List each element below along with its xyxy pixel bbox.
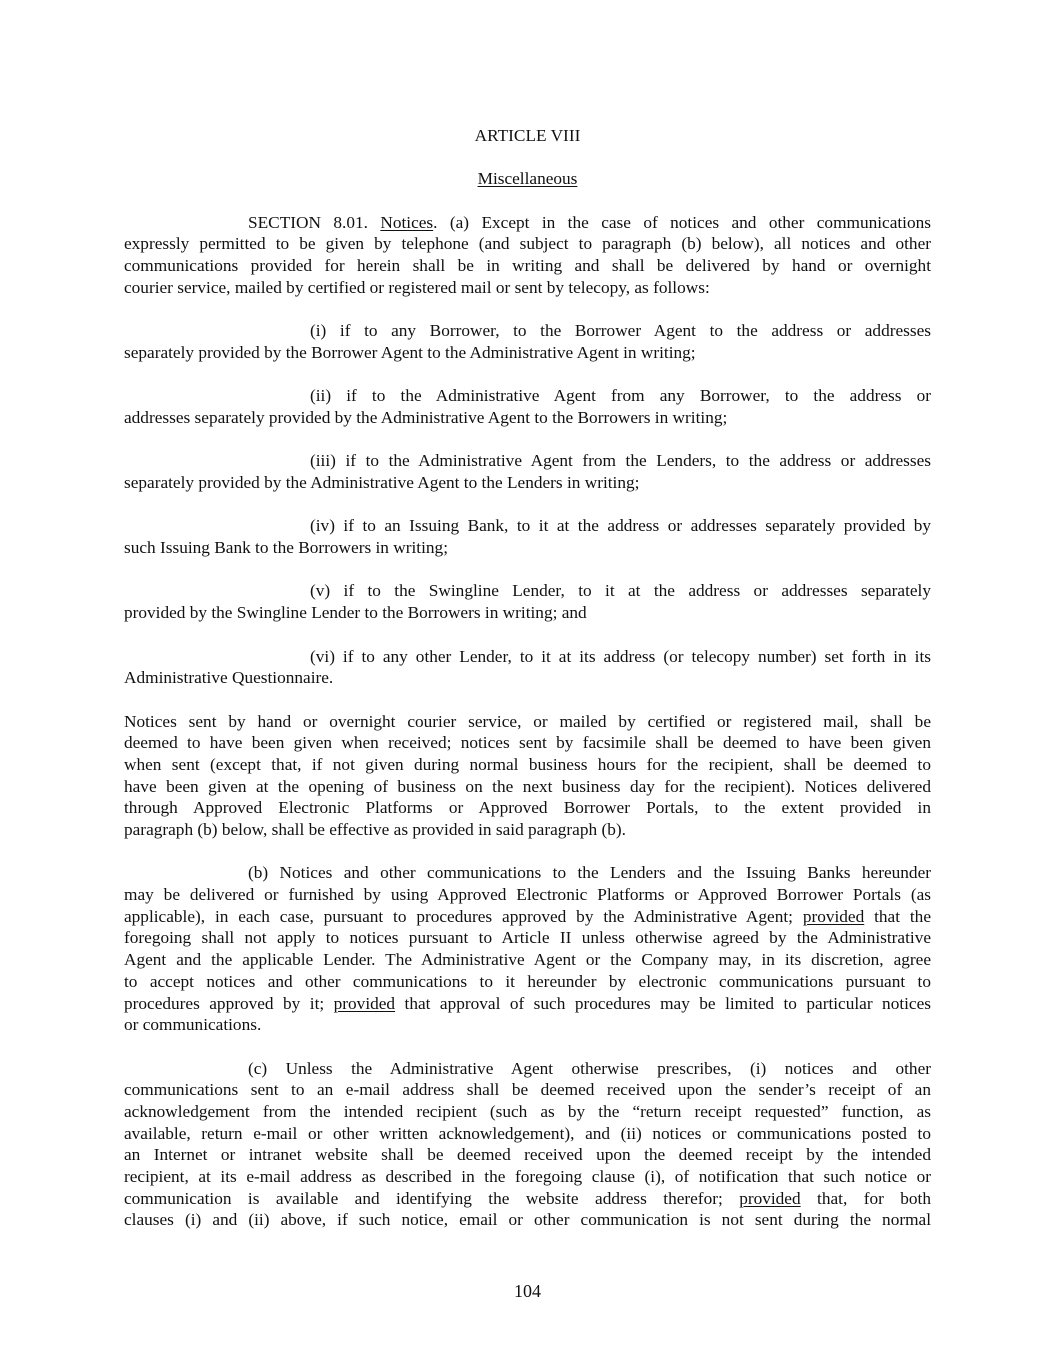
text-line: expressly permitted to be given by telephone (and subject to paragraph (b) below), all notices and other — [124, 234, 931, 254]
text-line: clauses (i) and (ii) above, if such notice, email or other communication is not sent during the normal — [124, 1210, 931, 1230]
paragraph — [124, 862, 931, 1036]
paragraph — [124, 580, 931, 623]
text-line: to accept notices and other communications to it hereunder by electronic communications pursuant to — [124, 971, 931, 991]
text-line: SECTION 8.01. Notices. (a) Except in the case of notices and other communications — [248, 212, 931, 232]
paragraph — [124, 711, 931, 841]
text-line: separately provided by the Borrower Agent to the Administrative Agent in writing; — [124, 342, 696, 362]
paragraphs — [124, 212, 931, 1231]
text-line: communications provided for herein shall be in writing and shall be delivered by hand or overnight — [124, 256, 931, 276]
text-line: when sent (except that, if not given during normal business hours for the recipient, shall be deemed to — [124, 754, 931, 774]
paragraph — [124, 1058, 931, 1232]
page-number: 104 — [514, 1281, 541, 1301]
paragraph — [124, 646, 931, 689]
paragraph — [124, 320, 931, 363]
text-line: Administrative Questionnaire. — [124, 668, 334, 688]
underlined-term: Notices — [380, 212, 434, 232]
text-line: (iii) if to the Administrative Agent from the Lenders, to the address or addresses — [310, 451, 931, 471]
text-line: communications sent to an e-mail address shall be deemed received upon the sender’s receipt of an — [124, 1080, 931, 1100]
text-line: have been given at the opening of business on the next business day for the recipient). Notices delivered — [124, 776, 931, 796]
text-line: Agent and the applicable Lender. The Administrative Agent or the Company may, in its discretion, agree — [124, 950, 931, 970]
text-line: procedures approved by it; provided that approval of such procedures may be limited to particular notices — [124, 993, 931, 1013]
paragraph — [124, 212, 931, 299]
text-line: addresses separately provided by the Administrative Agent to the Borrowers in writing; — [124, 407, 728, 427]
text-line: an Internet or intranet website shall be deemed received upon the deemed receipt by the intended — [124, 1145, 931, 1165]
text-line: communication is available and identifying the website address therefor; provided that, for both — [124, 1188, 931, 1208]
text-line: (iv) if to an Issuing Bank, to it at the address or addresses separately provided by — [310, 516, 931, 536]
text-line: foregoing shall not apply to notices pursuant to Article II unless otherwise agreed by the Administrative — [124, 928, 931, 948]
text-line: recipient, at its e-mail address as described in the foregoing clause (i), of notification that such notice or — [124, 1167, 931, 1187]
underlined-term: provided — [739, 1188, 801, 1208]
text-line: (vi) if to any other Lender, to it at its address (or telecopy number) set forth in its — [310, 646, 931, 666]
underlined-term: provided — [802, 906, 865, 926]
text-line: deemed to have been given when received; notices sent by facsimile shall be deemed to have been given — [124, 733, 931, 753]
text-line: (i) if to any Borrower, to the Borrower Agent to the address or addresses — [310, 321, 931, 341]
text-line: (v) if to the Swingline Lender, to it at the address or addresses separately — [310, 581, 931, 601]
text-line: such Issuing Bank to the Borrowers in writing; — [124, 538, 448, 558]
paragraph — [124, 515, 931, 558]
text-line: available, return e-mail or other written acknowledgement), and (ii) notices or communications posted to — [124, 1123, 931, 1143]
article-title: ARTICLE VIII — [474, 126, 581, 145]
text-line: may be delivered or furnished by using Approved Electronic Platforms or Approved Borrower Portals (as — [124, 885, 931, 905]
text-line: courier service, mailed by certified or registered mail or sent by telecopy, as follows: — [124, 277, 710, 297]
text-line: paragraph (b) below, shall be effective as provided in said paragraph (b). — [124, 820, 626, 840]
text-line: Notices sent by hand or overnight courier service, or mailed by certified or registered mail, shall be — [124, 711, 931, 731]
underlined-term: provided — [333, 993, 396, 1013]
text-line: or communications. — [124, 1015, 262, 1035]
text-line: provided by the Swingline Lender to the Borrowers in writing; and — [124, 603, 587, 623]
text-line: (c) Unless the Administrative Agent otherwise prescribes, (i) notices and other — [248, 1058, 931, 1078]
paragraph — [124, 450, 931, 493]
text-line: (b) Notices and other communications to the Lenders and the Issuing Banks hereunder — [248, 863, 931, 883]
text-line: (ii) if to the Administrative Agent from any Borrower, to the address or — [310, 386, 931, 406]
document-body — [124, 125, 931, 1253]
paragraph — [124, 385, 931, 428]
text-line: acknowledgement from the intended recipient (such as by the “return receipt requested” function, as — [124, 1101, 931, 1121]
text-line: applicable), in each case, pursuant to procedures approved by the Administrative Agent; provided that the — [124, 906, 931, 926]
text-line: through Approved Electronic Platforms or Approved Borrower Portals, to the extent provided in — [124, 798, 931, 818]
text-line: separately provided by the Administrative Agent to the Lenders in writing; — [124, 473, 640, 493]
article-subtitle: Miscellaneous — [477, 169, 578, 189]
